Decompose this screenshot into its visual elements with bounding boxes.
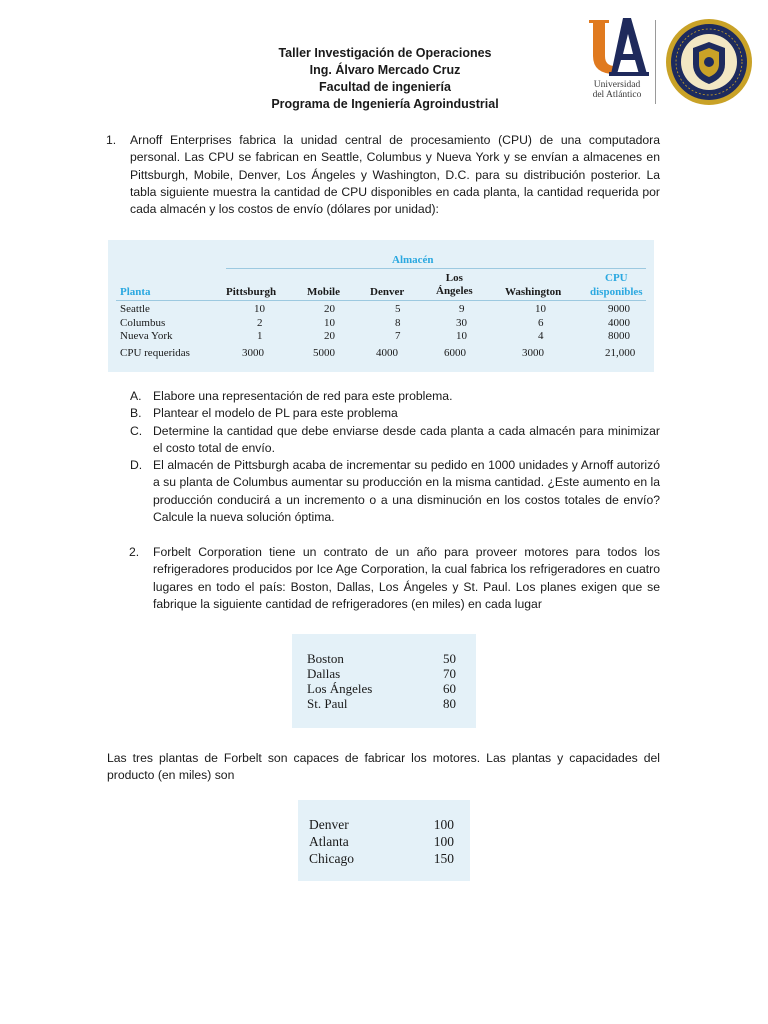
- table-required-total: 21,000: [605, 347, 636, 359]
- table-cell: 20: [324, 330, 335, 342]
- table-cell: 10: [324, 317, 335, 329]
- table-cell: 100: [433, 834, 454, 849]
- subitem-a: [130, 388, 660, 405]
- question-1: [106, 132, 660, 218]
- accreditation-seal-icon: [665, 18, 753, 106]
- table-cell: 80: [443, 696, 456, 711]
- document-header: [235, 45, 535, 113]
- question-2: [129, 544, 660, 613]
- col-header-los-angeles: Los Ángeles: [436, 272, 473, 297]
- table-cell: St. Paul: [307, 696, 348, 711]
- table-cell: 150: [433, 851, 454, 866]
- col-header-denver: Denver: [370, 286, 405, 298]
- table-cell: 4: [538, 330, 544, 342]
- table-cell: 30: [456, 317, 467, 329]
- table-cell: Chicago: [309, 851, 354, 866]
- subitem-text: El almacén de Pittsburgh acaba de incrementar su pedido en 1000 unidades y Arnoff autorizó a su planta de Columbus aumentar su producción en la misma cantidad. ¿Este aumento en la producción conducirá a un incremento o a una disminución en los costos totales de envío? Calcule la nueva solución óptima.: [153, 458, 660, 525]
- table-row-plant: Nueva York: [120, 330, 173, 342]
- header-program: Programa de Ingeniería Agroindustrial: [271, 97, 499, 111]
- question-1-number: 1.: [106, 133, 117, 147]
- table-cell: 8: [395, 317, 401, 329]
- table-cell: 9: [459, 303, 465, 315]
- table-row: [292, 681, 476, 697]
- table-row: [292, 651, 476, 667]
- table-cell: 10: [535, 303, 546, 315]
- table-cell: 50: [443, 651, 456, 666]
- col-header-cpu: CPU: [605, 272, 628, 284]
- question-2-number: 2.: [129, 545, 140, 559]
- col-header-mobile: Mobile: [307, 286, 340, 298]
- subitem-text: Elabore una representación de red para este problema.: [153, 389, 453, 403]
- logo-divider: [655, 20, 656, 104]
- subitem-b: [130, 405, 660, 422]
- question-2-text: Forbelt Corporation tiene un contrato de un año para proveer motores para todos los refrigeradores producidos por Ice Age Corporation, la cual fabrica los refrigeradores en cuatro lugares en todo el país: Boston, Dallas, Los Ángeles y St. Paul. Los planes exigen que se fabrique la siguiente cantidad de refrigeradores (en miles) en cada lugar: [153, 545, 660, 611]
- table-cell: Los Ángeles: [307, 681, 373, 696]
- table-cell: 8000: [608, 330, 630, 342]
- table-cell: 9000: [608, 303, 630, 315]
- table-cell: Boston: [307, 651, 344, 666]
- subitem-label: B.: [130, 406, 142, 421]
- question-1-text: Arnoff Enterprises fabrica la unidad central de procesamiento (CPU) de una computadora personal. Las CPU se fabrican en Seattle, Columbus y Nueva York y se envían a almacenes en Pittsburgh, Mobile, Denver, Los Ángeles y Washington, D.C. para su distribución posterior. La tabla siguiente muestra la cantidad de CPU disponibles en cada planta, la cantidad requerida por cada almacén y los costos de envío (dólares por unidad):: [130, 133, 660, 217]
- table-cell: 5000: [313, 347, 335, 359]
- col-header-pittsburgh: Pittsburgh: [226, 286, 277, 298]
- table-cell: 4000: [376, 347, 398, 359]
- table-cell: 7: [395, 330, 401, 342]
- shipping-cost-table: [108, 240, 654, 372]
- university-logo: [582, 16, 652, 106]
- table-super-header: Almacén: [392, 254, 434, 266]
- table-cell: 6000: [444, 347, 466, 359]
- plant-capacity-table: [298, 800, 470, 881]
- subitem-text: Determine la cantidad que debe enviarse desde cada planta a cada almacén para minimizar el costo total de envío.: [153, 423, 660, 455]
- table-cell: 20: [324, 303, 335, 315]
- table-row: [298, 834, 470, 850]
- table-cell: 3000: [242, 347, 264, 359]
- table-cell: Denver: [309, 817, 349, 832]
- table-cell: 70: [443, 666, 456, 681]
- table-header-rule: [226, 268, 646, 269]
- subitem-label: C.: [130, 423, 143, 438]
- col-header-disponibles: disponibles: [590, 286, 643, 298]
- table-row: [298, 817, 470, 833]
- subitem-text: Plantear el modelo de PL para este problema: [153, 406, 398, 421]
- table-cell: 100: [433, 817, 454, 832]
- table-cell: 5: [395, 303, 401, 315]
- table-column-rule: [116, 300, 646, 301]
- subitem-label: A.: [130, 389, 142, 403]
- table-row: [292, 696, 476, 712]
- col-header-washington: Washington: [505, 286, 562, 298]
- question-1-subitems: [130, 388, 660, 526]
- logos-area: [582, 16, 752, 108]
- table-row: [292, 666, 476, 682]
- table-cell: Atlanta: [309, 834, 349, 849]
- table-cell: 2: [257, 317, 263, 329]
- header-instructor: Ing. Álvaro Mercado Cruz: [309, 63, 461, 77]
- subitem-c: [130, 423, 660, 458]
- table-cell: Dallas: [307, 666, 341, 681]
- header-title: Taller Investigación de Operaciones: [278, 46, 492, 60]
- ua-letters-icon: [585, 16, 649, 78]
- university-name: Universidad del Atlántico: [592, 80, 642, 100]
- header-faculty: Facultad de ingeniería: [319, 80, 451, 94]
- plants-paragraph: Las tres plantas de Forbelt son capaces de fabricar los motores. Las plantas y capacidades del producto (en miles) son: [107, 751, 660, 783]
- table-cell: 10: [254, 303, 265, 315]
- table-cell: 3000: [522, 347, 544, 359]
- table-cell: 6: [538, 317, 544, 329]
- subitem-d: [130, 457, 660, 526]
- refrigerator-demand-table: [292, 634, 476, 728]
- table-row-plant: Columbus: [120, 317, 166, 329]
- subitem-label: D.: [130, 458, 143, 473]
- table-cell: 4000: [608, 317, 630, 329]
- table-plant-header: Planta: [120, 286, 151, 298]
- table-cell: 60: [443, 681, 456, 696]
- table-required-label: CPU requeridas: [120, 347, 190, 359]
- table-cell: 1: [257, 330, 263, 342]
- table-row: [298, 851, 470, 867]
- table-row-plant: Seattle: [120, 303, 150, 315]
- table-cell: 10: [456, 330, 467, 342]
